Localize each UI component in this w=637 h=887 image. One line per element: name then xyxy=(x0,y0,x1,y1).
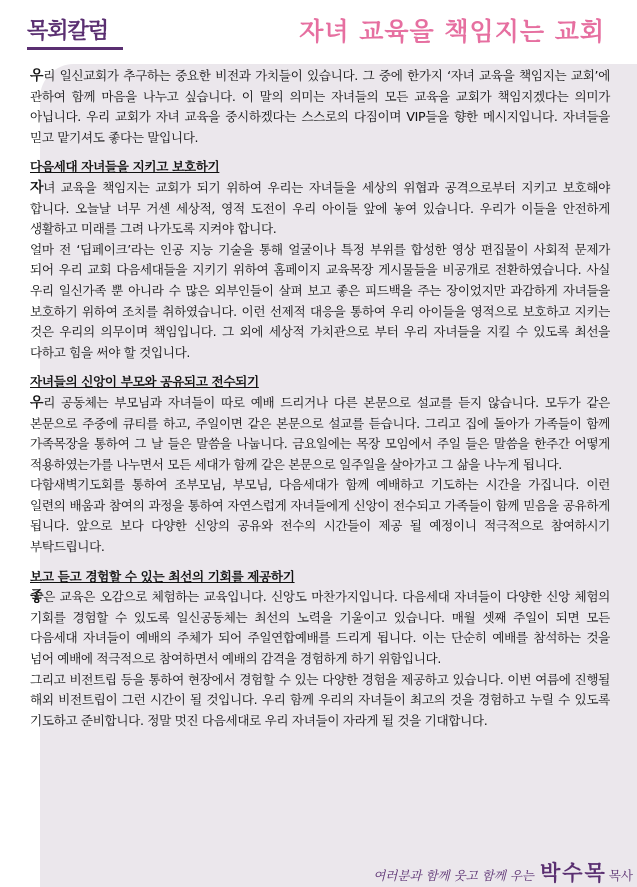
section-paragraph xyxy=(30,178,610,240)
article-body xyxy=(30,66,610,731)
column-label: 목회칼럼 xyxy=(27,19,109,44)
signature-name: 박수목 xyxy=(539,861,607,885)
intro-paragraph xyxy=(30,66,610,148)
section-paragraph: 얼마 전 ‘딥페이크’라는 인공 지능 기술을 통해 얼굴이나 특정 부위를 합성한 영상 편집물이 사회적 문제가 되어 우리 교회 다음세대들을 지키기 위하여 홈페이지 교육목장 게시물들을 비공개로 전환하였습니다. 사실 우리 일신가족 뿐 아니라 수 많은 외부인들이 살펴 보고 좋은 피드백을 주는 장이었지만 과감하게 자녀들을 보호하기 위하여 조치를 취하였습니다. 이런 선제적 대응을 통하여 우리 아이들을 영적으로 보호하고 지키는 것은 우리의 의무이며 책임입니다. 그 외에 세상적 가치관으로 부터 우리 자녀들을 지킬 수 있도록 최선을 다하고 힘을 써야 할 것입니다. xyxy=(30,241,610,360)
section-heading-experience: 보고 듣고 경험할 수 있는 최선의 기회를 제공하기 xyxy=(30,568,295,584)
section-paragraph: 다함새벽기도회를 통하여 조부모님, 부모님, 다음세대가 함께 예배하고 기도하는 시간을 가집니다. 이런 일련의 배움과 참여의 과정을 통하여 자연스럽게 자녀들에게 신앙이 전수되고 가족들이 함께 믿음을 공유하게 됩니다. 앞으로 보다 다양한 신앙의 공유와 전수의 시간들이 제공 될 예정이니 적극적으로 참여하시기 부탁드립니다. xyxy=(30,477,610,555)
section-text: 리 공동체는 부모님과 자녀들이 따로 예배 드리거나 다른 본문으로 설교를 듣지 않습니다. 모두가 같은 본문으로 주중에 큐티를 하고, 주일이면 같은 본문으로 설교를 듣습니다. 그리고 집에 돌아가 가족들이 함께 가족목장을 통하여 그 날 들은 말씀을 나눕니다. 금요일에는 목장 모임에서 주일 들은 말씀을 한주간 어떻게 적용하였는가를 나누면서 모든 세대가 함께 같은 본문으로 일주일을 살아가고 그 삶을 나누게 됩니다. xyxy=(30,394,610,472)
signature-phrase: 여러분과 함께 웃고 함께 우는 xyxy=(373,868,534,883)
header xyxy=(0,0,637,58)
section-lead-char: 자 xyxy=(30,179,44,196)
header-underline xyxy=(27,47,123,50)
intro-text: 리 일신교회가 추구하는 중요한 비전과 가치들이 있습니다. 그 중에 한가지 ‘자녀 교육을 책임지는 교회’에 관하여 함께 마음을 나누고 싶습니다. 이 말의 의미는 자녀들의 모든 교육을 교회가 책임지겠다는 의미가 아닙니다. 우리 교회가 자녀 교육을 중시하겠다는 스스로의 다짐이며 VIP들을 향한 메시지입니다. 자녀들을 믿고 맡기셔도 좋다는 말입니다. xyxy=(30,68,610,145)
section-paragraph: 그리고 비전트립 등을 통하여 현장에서 경험할 수 있는 다양한 경험을 제공하고 있습니다. 이번 여름에 진행될 해외 비전트립이 그런 시간이 될 것입니다. 우리 함께 우리의 자녀들이 최고의 것을 경험하고 누릴 수 있도록 기도하고 준비합니다. 정말 멋진 다음세대로 우리 자녀들이 자라게 될 것을 기대합니다. xyxy=(30,671,610,728)
section-lead-char: 좋 xyxy=(30,589,44,606)
section-text: 은 교육은 오감으로 체험하는 교육입니다. 신앙도 마찬가지입니다. 다음세대 자녀들이 다양한 신앙 체험의 기회를 경험할 수 있도록 일신공동체는 최선의 노력을 기울이고 있습니다. 매월 셋째 주일이 되면 모든 다음세대 자녀들이 예배의 주체가 되어 주일연합예배를 드리게 됩니다. 이는 단순히 예배를 참석하는 것을 넘어 예배에 적극적으로 참여하면서 예배의 감격을 경험하게 하기 위함입니다. xyxy=(30,589,610,667)
signature-role: 목사 xyxy=(608,868,633,883)
section-heading-protect: 다음세대 자녀들을 지키고 보호하기 xyxy=(30,159,220,175)
section-paragraph xyxy=(30,587,610,669)
intro-lead-char: 우 xyxy=(30,68,44,84)
section-lead-char: 우 xyxy=(30,394,44,411)
section-heading-faith: 자녀들의 신앙이 부모와 공유되고 전수되기 xyxy=(30,374,259,390)
section-text: 녀 교육을 책임지는 교회가 되기 위하여 우리는 자녀들을 세상의 위협과 공격으로부터 지키고 보호해야 합니다. 오늘날 너무 거센 세상적, 영적 도전이 우리 아이들 앞에 놓여 있습니다. 우리가 이들을 안전하게 생활하고 미래를 그려 나가도록 지켜야 합니다. xyxy=(30,179,610,237)
article-title: 자녀 교육을 책임지는 교회 xyxy=(299,17,605,46)
signature xyxy=(373,857,633,887)
section-paragraph xyxy=(30,393,610,475)
